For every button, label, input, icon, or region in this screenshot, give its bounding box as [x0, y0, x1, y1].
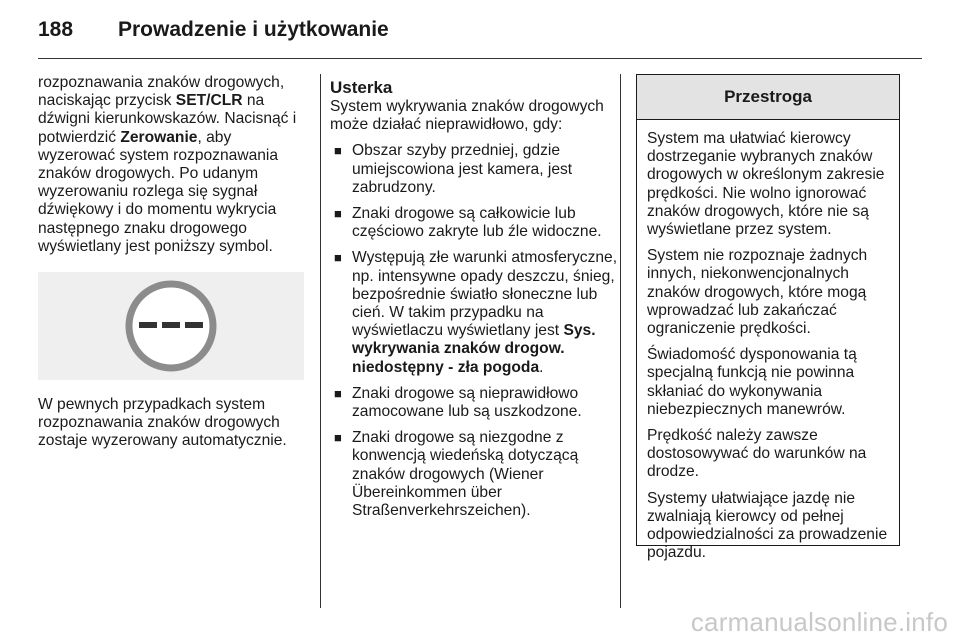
text-run: Występują złe warunki atmosferyczne, np. intensywne opady deszczu, śnieg, bezpośrednie światło słoneczne lub cień. W takim przypadku na wyświetlaczu wyświetlany jest — [352, 249, 618, 340]
fault-list — [330, 142, 620, 520]
warning-title: Przestroga — [637, 75, 899, 120]
text-run: . — [539, 358, 544, 376]
intro-paragraph — [38, 74, 310, 256]
text-run: na dźwigni kierunkowskazów. Nacisnąć i potwierdzić — [38, 92, 297, 146]
warning-box — [636, 74, 900, 562]
page-number: 188 — [38, 18, 74, 41]
column-left — [38, 74, 310, 459]
symbol-illustration — [38, 272, 304, 380]
list-item — [330, 429, 620, 520]
watermark: carmanualsonline.info — [690, 607, 948, 637]
no-sign-detected-icon — [123, 278, 219, 374]
bullet-icon: ■ — [334, 143, 342, 159]
text-run: rozpoznawania znaków drogowych, naciskając przycisk — [38, 74, 285, 110]
text-run: Znaki drogowe są całkowicie lub częściowo zakryte lub źle widoczne. — [352, 205, 602, 241]
auto-reset-paragraph: W pewnych przypadkach system rozpoznawania znaków drogowych zostaje wyzerowany automatycznie. — [38, 396, 287, 450]
bullet-icon: ■ — [334, 206, 342, 222]
bullet-icon: ■ — [334, 385, 342, 401]
bullet-icon: ■ — [334, 250, 342, 266]
text-run: Znaki drogowe są nieprawidłowo zamocowane lub są uszkodzone. — [352, 384, 582, 421]
warning-paragraph: Świadomość dysponowania tą specjalną funkcją nie powinna skłaniać do wykonywania niebezpiecznych manewrów. — [647, 346, 857, 418]
list-item — [330, 142, 620, 197]
bold-text: Zerowanie — [120, 128, 198, 146]
text-run: , aby wyzerować system rozpoznawania znaków drogowych. Po udanym wyzerowaniu rozlega się sygnał dźwiękowy i do momentu wykrycia następnego znaku drogowego wyświetlany jest poniższy symbol. — [38, 128, 279, 255]
text-run: Obszar szyby przedniej, gdzie umiejscowiona jest kamera, jest zabrudzony. — [352, 142, 573, 196]
column-divider — [620, 74, 621, 608]
page-header — [38, 14, 922, 62]
list-item — [330, 205, 620, 241]
warning-paragraph: Systemy ułatwiające jazdę nie zwalniają kierowcy od pełnej odpowiedzialności za prowadzenie pojazdu. — [647, 489, 888, 562]
warning-paragraph: Prędkość należy zawsze dostosowywać do warunków na drodze. — [647, 427, 867, 481]
header-divider — [38, 58, 922, 59]
warning-body — [637, 120, 899, 562]
section-intro: System wykrywania znaków drogowych może działać nieprawidłowo, gdy: — [330, 98, 604, 134]
page-title: Prowadzenie i użytkowanie — [118, 18, 389, 41]
list-item — [330, 385, 620, 421]
warning-paragraph: System ma ułatwiać kierowcy dostrzeganie wybranych znaków drogowych w określonym zakresie prędkości. Nie wolno ignorować znaków drogowych, które nie są wyświetlane przez system. — [647, 130, 885, 239]
bold-text: SET/CLR — [175, 92, 243, 110]
bold-text: Sys. wykrywania znaków drogow. niedostępny - zła pogoda — [352, 322, 596, 376]
column-middle — [330, 74, 620, 528]
text-run: Znaki drogowe są niezgodne z konwencją wiedeńską dotyczącą znaków drogowych (Wiener Übereinkommen über Straßenverkehrszeichen). — [352, 429, 579, 520]
warning-paragraph: System nie rozpoznaje żadnych innych, niekonwencjonalnych znaków drogowych, które mogą wprowadzać lub zakańczać ograniczenie prędkości. — [647, 247, 868, 338]
section-title: Usterka — [330, 78, 393, 97]
column-divider — [320, 74, 321, 608]
bullet-icon: ■ — [334, 430, 342, 446]
list-item — [330, 249, 620, 376]
